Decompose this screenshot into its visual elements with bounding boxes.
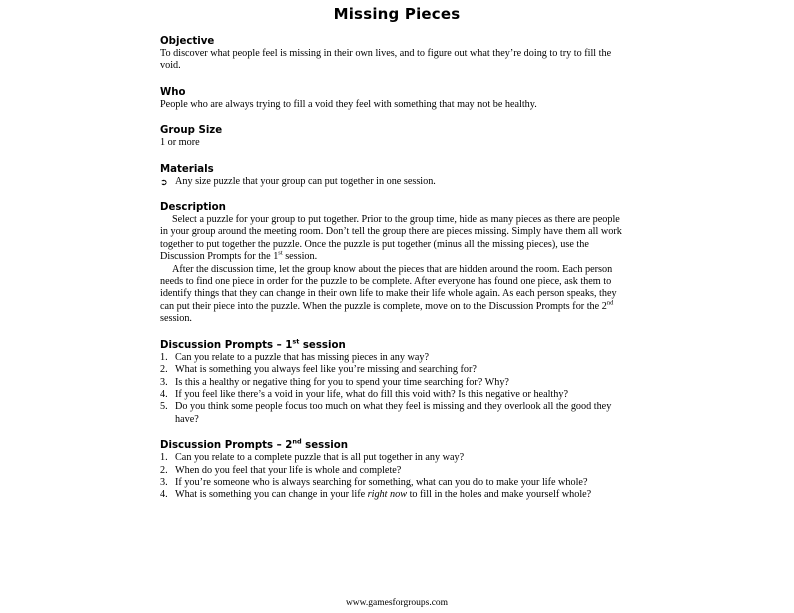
group-size-section [160,124,630,149]
list-item: 2. When do you feel that your life is whole and complete? [160,464,402,476]
group-size-heading: Group Size [160,125,223,137]
list-item: 5. Do you think some people focus too much on what they feel is missing and they overlook all the good they have? [160,401,612,425]
objective-section [160,35,630,73]
prompts-session-2-section [160,439,630,502]
list-item: 1. Can you relate to a puzzle that has missing pieces in any way? [160,351,430,363]
document-body [160,35,630,515]
materials-section [160,163,630,188]
prompts-session-2-list [160,452,630,502]
materials-heading: Materials [160,163,214,175]
objective-heading: Objective [160,36,215,47]
who-heading: Who [160,86,186,98]
description-section [160,201,630,326]
prompts-session-1-heading: Discussion Prompts – 1st session [160,337,346,351]
prompts-session-1-list [160,352,630,426]
materials-item [160,176,630,188]
arrow-bullet-icon: ➲ [160,176,168,187]
footer-url: www.gamesforgroups.com [345,598,449,608]
group-size-text: 1 or more [160,137,200,149]
list-item: 1. Can you relate to a complete puzzle that is all put together in any way? [160,452,465,464]
list-item: 4. If you feel like there’s a void in your life, what do fill this void with? Is this negative or healthy? [160,388,568,400]
list-item: 3. If you’re someone who is always searching for something, what can you do to make your life whole? [160,476,588,488]
list-item: 2. What is something you always feel like you’re missing and searching for? [160,364,477,376]
list-item: 4. What is something you can change in your life right now to fill in the holes and make yourself whole? [160,489,592,501]
list-item: 3. Is this a healthy or negative thing for you to spend your time searching for? Why? [160,376,509,388]
description-paragraph-1: Select a puzzle for your group to put together. Prior to the group time, hide as many pieces as there are people in your group around the meeting room. Don’t tell the group there are pieces missing. Simply have them all work together to put together the puzzle. Once the puzzle is put together (minus all the missing pieces), use the Discussion Prompts for the 1st session. [160,214,622,263]
who-text: People who are always trying to fill a void they feel with something that may not be healthy. [160,98,537,110]
who-section [160,86,630,111]
page-title: Missing Pieces [333,5,461,23]
description-heading: Description [160,202,226,214]
prompts-session-1-section [160,339,630,426]
prompts-session-2-heading: Discussion Prompts – 2nd session [160,437,349,452]
materials-item-text: Any size puzzle that your group can put together in one session. [175,175,436,187]
description-paragraph-2: After the discussion time, let the group know about the pieces that are hidden around the room. Each person needs to find one piece in order for the puzzle to be complete. After everyone has found one piece, ask them to identify things that they can change in their own life to make their life whole again. As each person speaks, they can put their piece into the puzzle. When the puzzle is complete, move on to the Discussion Prompts for the 2nd session. [160,263,617,325]
objective-text: To discover what people feel is missing in their own lives, and to figure out what they’re doing to try to fill the void. [160,48,612,72]
